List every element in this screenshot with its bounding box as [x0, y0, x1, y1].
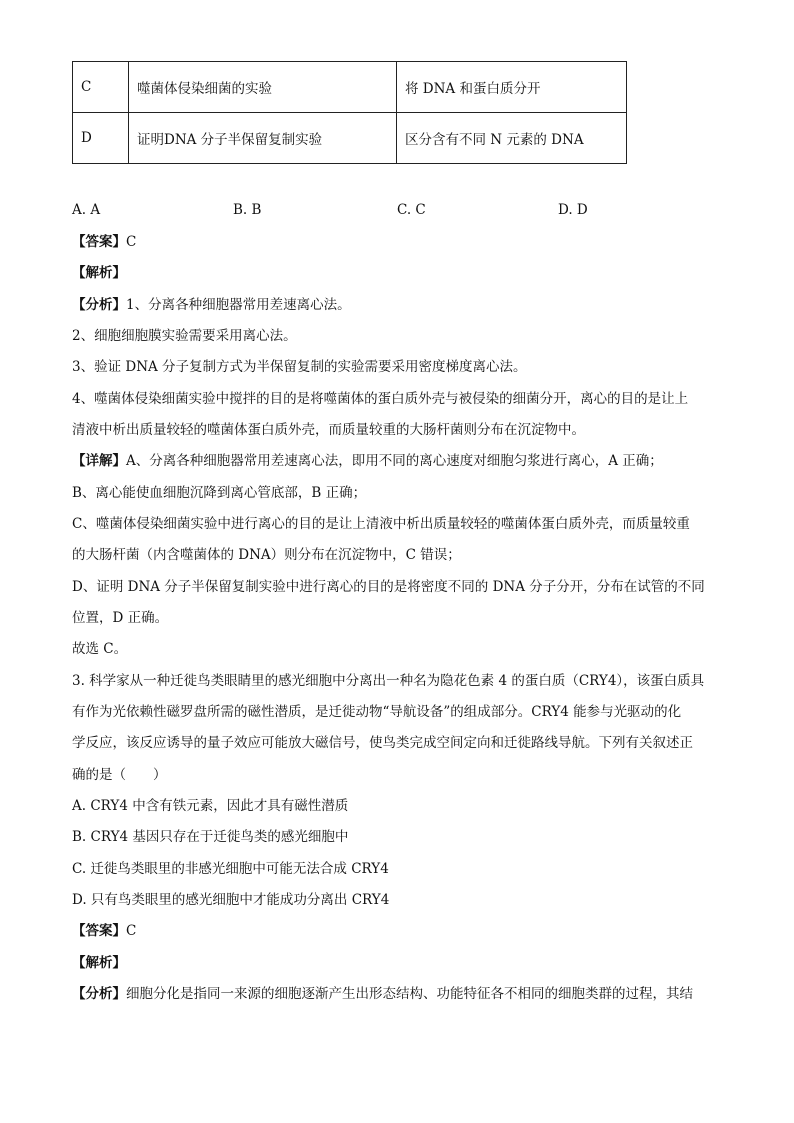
- question-stem-line: 3. 科学家从一种迁徙鸟类眼睛里的感光细胞中分离出一种名为隐花色素 4 的蛋白质（CRY4），该蛋白质具: [72, 673, 705, 689]
- detail-line: 故选 C。: [72, 641, 128, 657]
- detail-line: D、证明 DNA 分子半保留复制实验中进行离心的目的是将密度不同的 DNA 分子分开，分布在试管的不同: [72, 579, 705, 595]
- answer-value: C: [126, 234, 137, 250]
- analysis-line: 清液中析出质量较轻的噬菌体蛋白质外壳，而质量较重的大肠杆菌则分布在沉淀物中。: [72, 422, 585, 438]
- question-stem-line: 有作为光依赖性磁罗盘所需的磁性潜质，是迁徙动物“导航设备”的组成部分。CRY4 能参与光驱动的化: [72, 704, 682, 720]
- table-row: [73, 113, 627, 164]
- fenxi-tag: 【分析】: [72, 986, 126, 1002]
- analysis-heading: 【解析】: [72, 265, 126, 281]
- row-purpose: 将 DNA 和蛋白质分开: [397, 62, 627, 113]
- fenxi-tag: 【分析】: [72, 297, 126, 313]
- table-row: [73, 62, 627, 113]
- choice-c: C. C: [397, 202, 426, 218]
- fenxi-text: 1、分离各种细胞器常用差速离心法。: [126, 297, 351, 313]
- answer-tag: 【答案】: [72, 234, 126, 250]
- detail-text: A、分离各种细胞器常用差速离心法，即用不同的离心速度对细胞匀浆进行离心，A 正确；: [126, 453, 663, 469]
- xiangjie-tag: 【详解】: [72, 453, 126, 469]
- row-purpose: 区分含有不同 N 元素的 DNA: [397, 113, 627, 164]
- row-experiment: 噬菌体侵染细菌的实验: [129, 62, 397, 113]
- answer-value: C: [126, 923, 137, 939]
- experiment-table: [72, 61, 627, 164]
- detail-line: [72, 452, 663, 470]
- choice-a: A. A: [72, 202, 101, 218]
- detail-line: C、噬菌体侵染细菌实验中进行离心的目的是让上清液中析出质量较轻的噬菌体蛋白质外壳，而质量较重: [72, 516, 690, 532]
- option-d: D. 只有鸟类眼里的感光细胞中才能成功分离出 CRY4: [72, 892, 390, 908]
- option-a: A. CRY4 中含有铁元素，因此才具有磁性潜质: [72, 798, 349, 814]
- detail-line: B、离心能使血细胞沉降到离心管底部，B 正确；: [72, 485, 367, 501]
- question-stem-line: 确的是（ ）: [72, 767, 167, 783]
- analysis-line: 3、验证 DNA 分子复制方式为半保留复制的实验需要采用密度梯度离心法。: [72, 359, 527, 375]
- option-b: B. CRY4 基因只存在于迁徙鸟类的感光细胞中: [72, 829, 349, 845]
- fenxi-text: 细胞分化是指同一来源的细胞逐渐产生出形态结构、功能特征各不相同的细胞类群的过程，其结: [126, 986, 693, 1002]
- row-label: C: [73, 62, 129, 113]
- detail-line: 的大肠杆菌（内含噬菌体的 DNA）则分布在沉淀物中，C 错误；: [72, 547, 461, 563]
- answer-line: [72, 922, 136, 940]
- choice-b: B. B: [233, 202, 262, 218]
- analysis-line: [72, 985, 693, 1003]
- detail-line: 位置，D 正确。: [72, 610, 169, 626]
- row-experiment: 证明DNA 分子半保留复制实验: [129, 113, 397, 164]
- answer-tag: 【答案】: [72, 923, 126, 939]
- analysis-line: 4、噬菌体侵染细菌实验中搅拌的目的是将噬菌体的蛋白质外壳与被侵染的细菌分开，离心的目的是让上: [72, 391, 689, 407]
- answer-line: [72, 233, 136, 251]
- analysis-heading: 【解析】: [72, 955, 126, 971]
- choice-d: D. D: [558, 202, 588, 218]
- question-stem-line: 学反应，该反应诱导的量子效应可能放大磁信号，使鸟类完成空间定向和迁徙路线导航。下列有关叙述正: [72, 735, 693, 751]
- analysis-line: 2、细胞细胞膜实验需要采用离心法。: [72, 328, 297, 344]
- analysis-line: [72, 296, 351, 314]
- row-label: D: [73, 113, 129, 164]
- option-c: C. 迁徙鸟类眼里的非感光细胞中可能无法合成 CRY4: [72, 861, 389, 877]
